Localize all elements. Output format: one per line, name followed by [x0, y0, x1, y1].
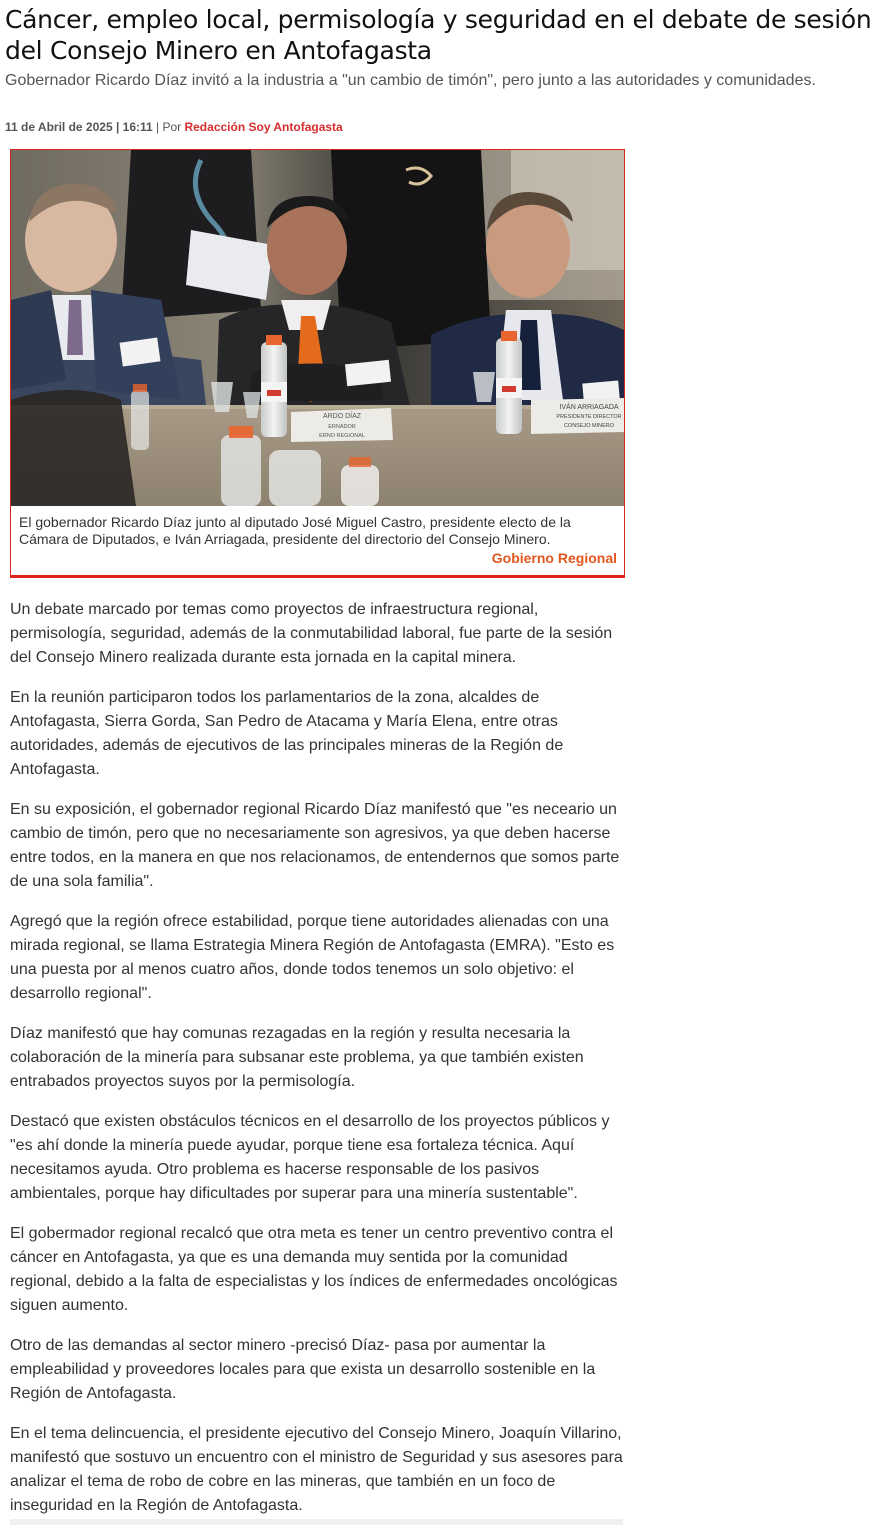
article-subtitle: Gobernador Ricardo Díaz invitó a la industria a "un cambio de timón", pero junto a las autoridades y comunidades.: [5, 72, 816, 89]
byline-separator: | Por: [152, 120, 185, 134]
paragraph: Agregó que la región ofrece estabilidad, porque tiene autoridades alienadas con una mirada regional, se llama Estrategia Minera Región de Antofagasta (EMRA). "Esto es una puesta por al menos cuatro años, donde todos tenemos un solo objetivo: el desarrollo regional".: [10, 913, 615, 1002]
svg-text:CONSEJO MINERO: CONSEJO MINERO: [563, 423, 615, 429]
article-byline: [5, 119, 343, 135]
article-photo[interactable]: [11, 150, 624, 506]
author-link[interactable]: Redacción Soy Antofagasta: [184, 120, 343, 134]
svg-text:PRESIDENTE DIRECTOR: PRESIDENTE DIRECTOR: [556, 414, 622, 420]
paragraph: El gobermador regional recalcó que otra meta es tener un centro preventivo contra el cáncer en Antofagasta, ya que es una demanda muy sentida por la comunidad regional, debido a la falta de especialistas y los índices de enfermedades oncológicas siguen aumento.: [10, 1225, 618, 1314]
article-body: [10, 598, 630, 1534]
paragraph: Un debate marcado por temas como proyectos de infraestructura regional, permisología, seguridad, además de la conmutabilidad laboral, fue parte de la sesión del Consejo Minero realizada durante esta jornada en la capital minera.: [10, 601, 613, 666]
paragraph: Díaz manifestó que hay comunas rezagadas en la región y resulta necesaria la colaboración de la minería para subsanar este problema, ya que también existen entrabados proyectos suyos por la permisología.: [10, 1025, 584, 1090]
publish-date: 11 de Abril de 2025 | 16:11: [5, 120, 153, 134]
article-figure: [10, 149, 625, 578]
paragraph: Otro de las demandas al sector minero -precisó Díaz- pasa por aumentar la empleabilidad y proveedores locales para que exista un desarrollo sostenible en la Región de Antofagasta.: [10, 1337, 596, 1402]
paragraph: En la reunión participaron todos los parlamentarios de la zona, alcaldes de Antofagasta, Sierra Gorda, San Pedro de Atacama y María Elena, entre otras autoridades, además de ejecutivos de las principales mineras de la Región de Antofagasta.: [10, 689, 564, 778]
svg-text:IVÁN ARRIAGADA: IVÁN ARRIAGADA: [559, 404, 619, 411]
image-caption: El gobernador Ricardo Díaz junto al diputado José Miguel Castro, presidente electo de la Cámara de Diputados, e Iván Arriagada, presidente del directorio del Consejo Minero.: [19, 514, 571, 547]
paragraph: En el tema delincuencia, el presidente ejecutivo del Consejo Minero, Joaquín Villarino, manifestó que sostuvo un encuentro con el ministro de Seguridad y sus asesores para analizar el tema de robo de cobre en las mineras, que también en un foco de inseguridad en la Región de Antofagasta.: [10, 1425, 623, 1514]
paragraph: En su exposición, el gobernador regional Ricardo Díaz manifestó que "es neceario un cambio de timón, pero que no necesariamente son agresivos, ya que deben hacerse entre todos, en la manera en que nos relacionamos, de entendernos que somos parte de una sola familia".: [10, 801, 620, 890]
svg-text:ERNO REGIONAL: ERNO REGIONAL: [319, 433, 365, 439]
svg-text:ARDO DÍAZ: ARDO DÍAZ: [322, 413, 362, 420]
image-credit: Gobierno Regional: [491, 550, 617, 566]
paragraph: Destacó que existen obstáculos técnicos en el desarrollo de los proyectos públicos y "es ahí donde la minería puede ayudar, porque tiene esa fortaleza técnica. Aquí necesitamos ayuda. Otro problema es hacerse responsable de los pasivos ambientales, porque hay dificultades por superar para una minería sustentable".: [10, 1113, 610, 1202]
svg-text:ERNADOR: ERNADOR: [328, 424, 356, 430]
article-headline: Cáncer, empleo local, permisología y seguridad en el debate de sesión del Consejo Minero en Antofagasta: [5, 5, 872, 65]
next-content-edge: [10, 1519, 623, 1525]
